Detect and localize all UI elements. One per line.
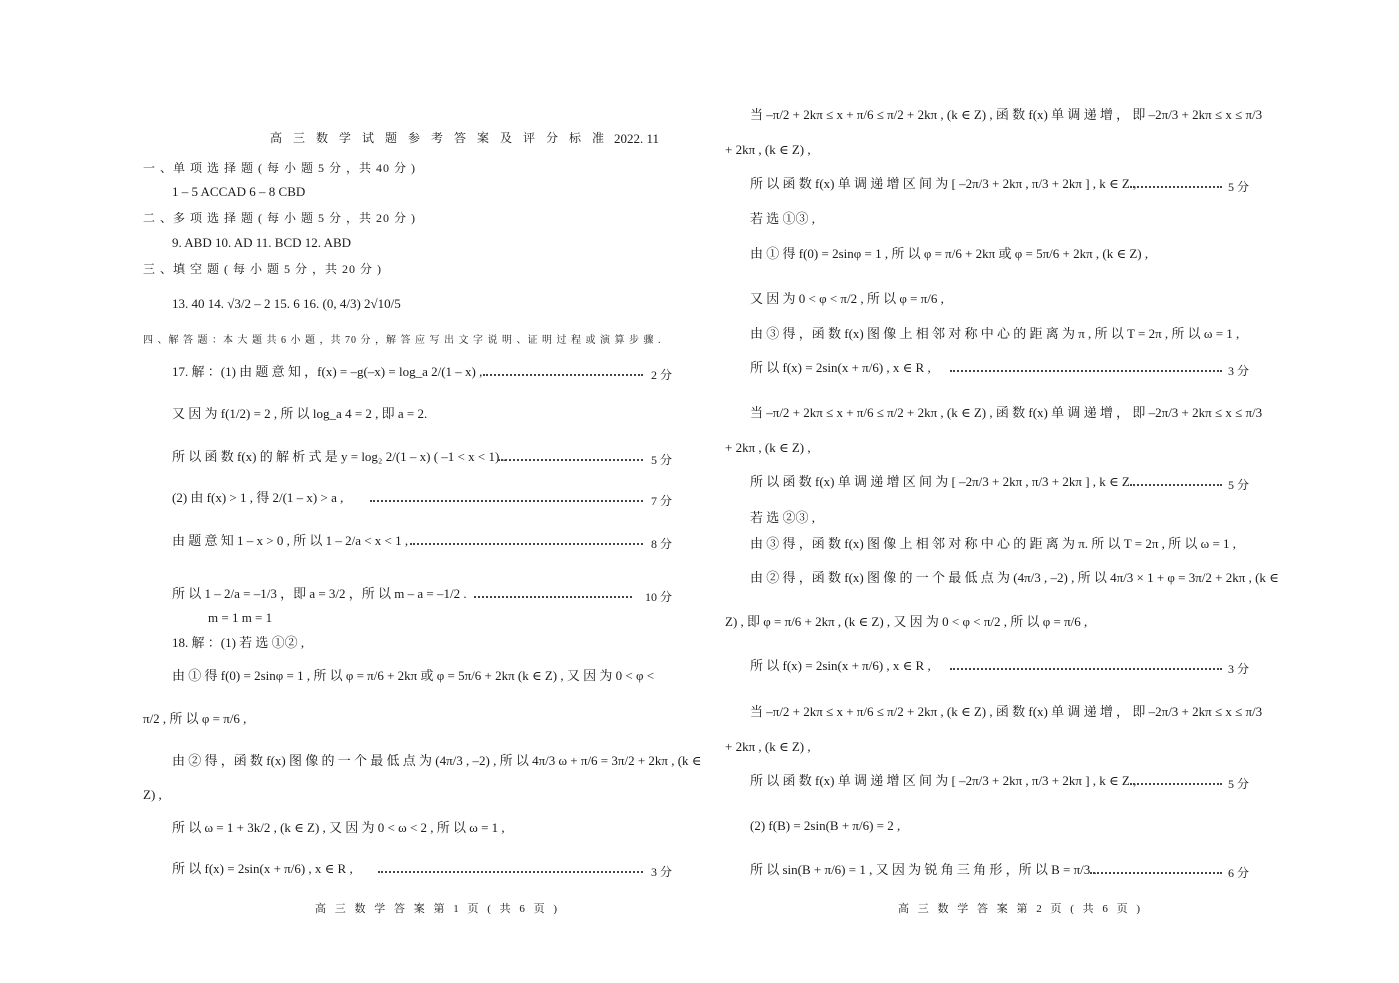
leader-dots [1130,186,1222,188]
solution-line: 所 以 sin(B + π/6) = 1 , 又 因 为 锐 角 三 角 形 ，所 以 B = π/3 . [750,862,1097,877]
solution-line: 所 以 ω = 1 + 3k/2 , (k ∈ Z) , 又 因 为 0 < ω < 2 , 所 以 ω = 1 , [172,820,505,835]
page-footer: 高 三 数 学 答 案 第 2 页 ( 共 6 页 ) [898,903,1144,915]
leader-dots [1090,872,1222,874]
leader-dots [474,596,632,598]
section-solutions: 四 、解 答 题 ：本 大 题 共 6 小 题 ，共 70 分 ，解 答 应 写 出 文 字 说 明 、证 明 过 程 或 演 算 步 骤 . [143,335,662,346]
solution-line: 所 以 1 – 2/a = –1/3 ，即 a = 3/2 ，所 以 m – a = –1/2 . [172,586,467,601]
solution-line: 若 选 ②③ , [750,510,816,525]
solution-line: + 2kπ , (k ∈ Z) , [725,142,811,157]
score-mark: 10 分 [645,590,673,604]
solution-line: 当 –π/2 + 2kπ ≤ x + π/6 ≤ π/2 + 2kπ , (k ∈ Z) , 函 数 f(x) 单 调 递 增 ， 即 –2π/3 + 2kπ ≤ x ≤ π/3 [750,704,1263,719]
section-fill-blank: 三 、填 空 题 ( 每 小 题 5 分 ，共 20 分 ) [143,262,382,276]
solution-line: 若 选 ①③ , [750,211,816,226]
solution-line: + 2kπ , (k ∈ Z) , [725,739,811,754]
score-mark: 3 分 [1228,364,1250,378]
solution-line: + 2kπ , (k ∈ Z) , [725,440,811,455]
solution-line: 由 ① 得 f(0) = 2sinφ = 1 , 所 以 φ = π/6 + 2kπ 或 φ = 5π/6 + 2kπ , (k ∈ Z) , [750,246,1149,261]
answer-page-2 [700,0,1399,983]
solution-line: 当 –π/2 + 2kπ ≤ x + π/6 ≤ π/2 + 2kπ , (k ∈ Z) , 函 数 f(x) 单 调 递 增 ， 即 –2π/3 + 2kπ ≤ x ≤ π/3 [750,405,1263,420]
solution-line: 由 ③ 得 ，函 数 f(x) 图 像 上 相 邻 对 称 中 心 的 距 离 为 π. 所 以 T = 2π , 所 以 ω = 1 , [750,536,1237,551]
multi-choice-answers: 9. ABD 10. AD 11. BCD 12. ABD [172,235,352,250]
score-mark: 5 分 [1228,777,1250,791]
solution-line: 由 ③ 得 ，函 数 f(x) 图 像 上 相 邻 对 称 中 心 的 距 离 为 π , 所 以 T = 2π , 所 以 ω = 1 , [750,326,1240,341]
leader-dots [370,500,643,502]
exam-date: 2022. 11 [614,131,660,146]
leader-dots [1130,484,1222,486]
solution-line: 由 ② 得 ，函 数 f(x) 图 像 的 一 个 最 低 点 为 (4π/3 , –2) , 所 以 4π/3 × 1 + φ = 3π/2 + 2kπ , (k ∈ [750,570,1279,585]
solution-line: π/2 , 所 以 φ = π/6 , [143,711,247,726]
score-mark: 5 分 [651,453,673,467]
solution-line: (2) f(B) = 2sin(B + π/6) = 2 , [750,818,901,833]
score-mark: 3 分 [1228,662,1250,676]
solution-line: 17. 解 ：(1) 由 题 意 知 ，f(x) = –g(–x) = log_a 2/(1 – x) , [172,364,483,379]
score-mark: 7 分 [651,494,673,508]
score-mark: 5 分 [1228,478,1250,492]
solution-line: 18. 解 ：(1) 若 选 ①② , [172,635,305,650]
score-mark: 6 分 [1228,866,1250,880]
solution-line: 所 以 函 数 f(x) 单 调 递 增 区 间 为 [ –2π/3 + 2kπ , π/3 + 2kπ ] , k ∈ Z , [750,176,1137,191]
leader-dots [950,668,1222,670]
solution-line: Z) , [143,787,162,802]
solution-line: 所 以 函 数 f(x) 单 调 递 增 区 间 为 [ –2π/3 + 2kπ , π/3 + 2kπ ] , k ∈ Z [750,474,1130,489]
solution-line: 所 以 函 数 f(x) 的 解 析 式 是 y = log₂ 2/(1 – x) ( –1 < x < 1) . [172,449,506,464]
leader-dots [378,871,643,873]
leader-dots [950,370,1222,372]
leader-dots [498,459,643,461]
solution-line: 又 因 为 f(1/2) = 2 , 所 以 log_a 4 = 2 , 即 a = 2. [172,406,428,421]
leader-dots [410,543,643,545]
solution-line: Z) , 即 φ = π/6 + 2kπ , (k ∈ Z) , 又 因 为 0 < φ < π/2 , 所 以 φ = π/6 , [725,614,1088,629]
solution-line: 所 以 f(x) = 2sin(x + π/6) , x ∈ R , [750,658,931,673]
score-mark: 3 分 [651,865,673,879]
solution-line: m = 1 m = 1 [208,610,273,625]
score-mark: 8 分 [651,537,673,551]
leader-dots [1130,783,1222,785]
score-mark: 2 分 [651,368,673,382]
solution-line: 由 题 意 知 1 – x > 0 , 所 以 1 – 2/a < x < 1 , [172,533,409,548]
page-footer: 高 三 数 学 答 案 第 1 页 ( 共 6 页 ) [315,903,561,915]
solution-line: (2) 由 f(x) > 1 , 得 2/(1 – x) > a , [172,490,344,505]
solution-line: 所 以 f(x) = 2sin(x + π/6) , x ∈ R , [750,360,931,375]
solution-line: 由 ① 得 f(0) = 2sinφ = 1 , 所 以 φ = π/6 + 2kπ 或 φ = 5π/6 + 2kπ (k ∈ Z) , 又 因 为 0 < φ < [172,668,655,683]
section-single-choice: 一 、单 项 选 择 题 ( 每 小 题 5 分 ，共 40 分 ) [143,161,416,175]
page-title: 高 三 数 学 试 题 参 考 答 案 及 评 分 标 准 [270,131,609,145]
solution-line: 当 –π/2 + 2kπ ≤ x + π/6 ≤ π/2 + 2kπ , (k ∈ Z) , 函 数 f(x) 单 调 递 增 ， 即 –2π/3 + 2kπ ≤ x ≤ π/3 [750,107,1263,122]
score-mark: 5 分 [1228,180,1250,194]
leader-dots [483,374,643,376]
solution-line: 又 因 为 0 < φ < π/2 , 所 以 φ = π/6 , [750,291,944,306]
solution-line: 所 以 f(x) = 2sin(x + π/6) , x ∈ R , [172,861,353,876]
solution-line: 由 ② 得 ，函 数 f(x) 图 像 的 一 个 最 低 点 为 (4π/3 , –2) , 所 以 4π/3 ω + π/6 = 3π/2 + 2kπ , (k ∈ [172,753,702,768]
solution-line: 所 以 函 数 f(x) 单 调 递 增 区 间 为 [ –2π/3 + 2kπ , π/3 + 2kπ ] , k ∈ Z , [750,773,1137,788]
section-multi-choice: 二 、多 项 选 择 题 ( 每 小 题 5 分 ，共 20 分 ) [143,211,416,225]
fill-blank-answers: 13. 40 14. √3/2 – 2 15. 6 16. (0, 4/3) 2√10/5 [172,296,401,311]
single-choice-answers: 1 – 5 ACCAD 6 – 8 CBD [172,184,306,199]
